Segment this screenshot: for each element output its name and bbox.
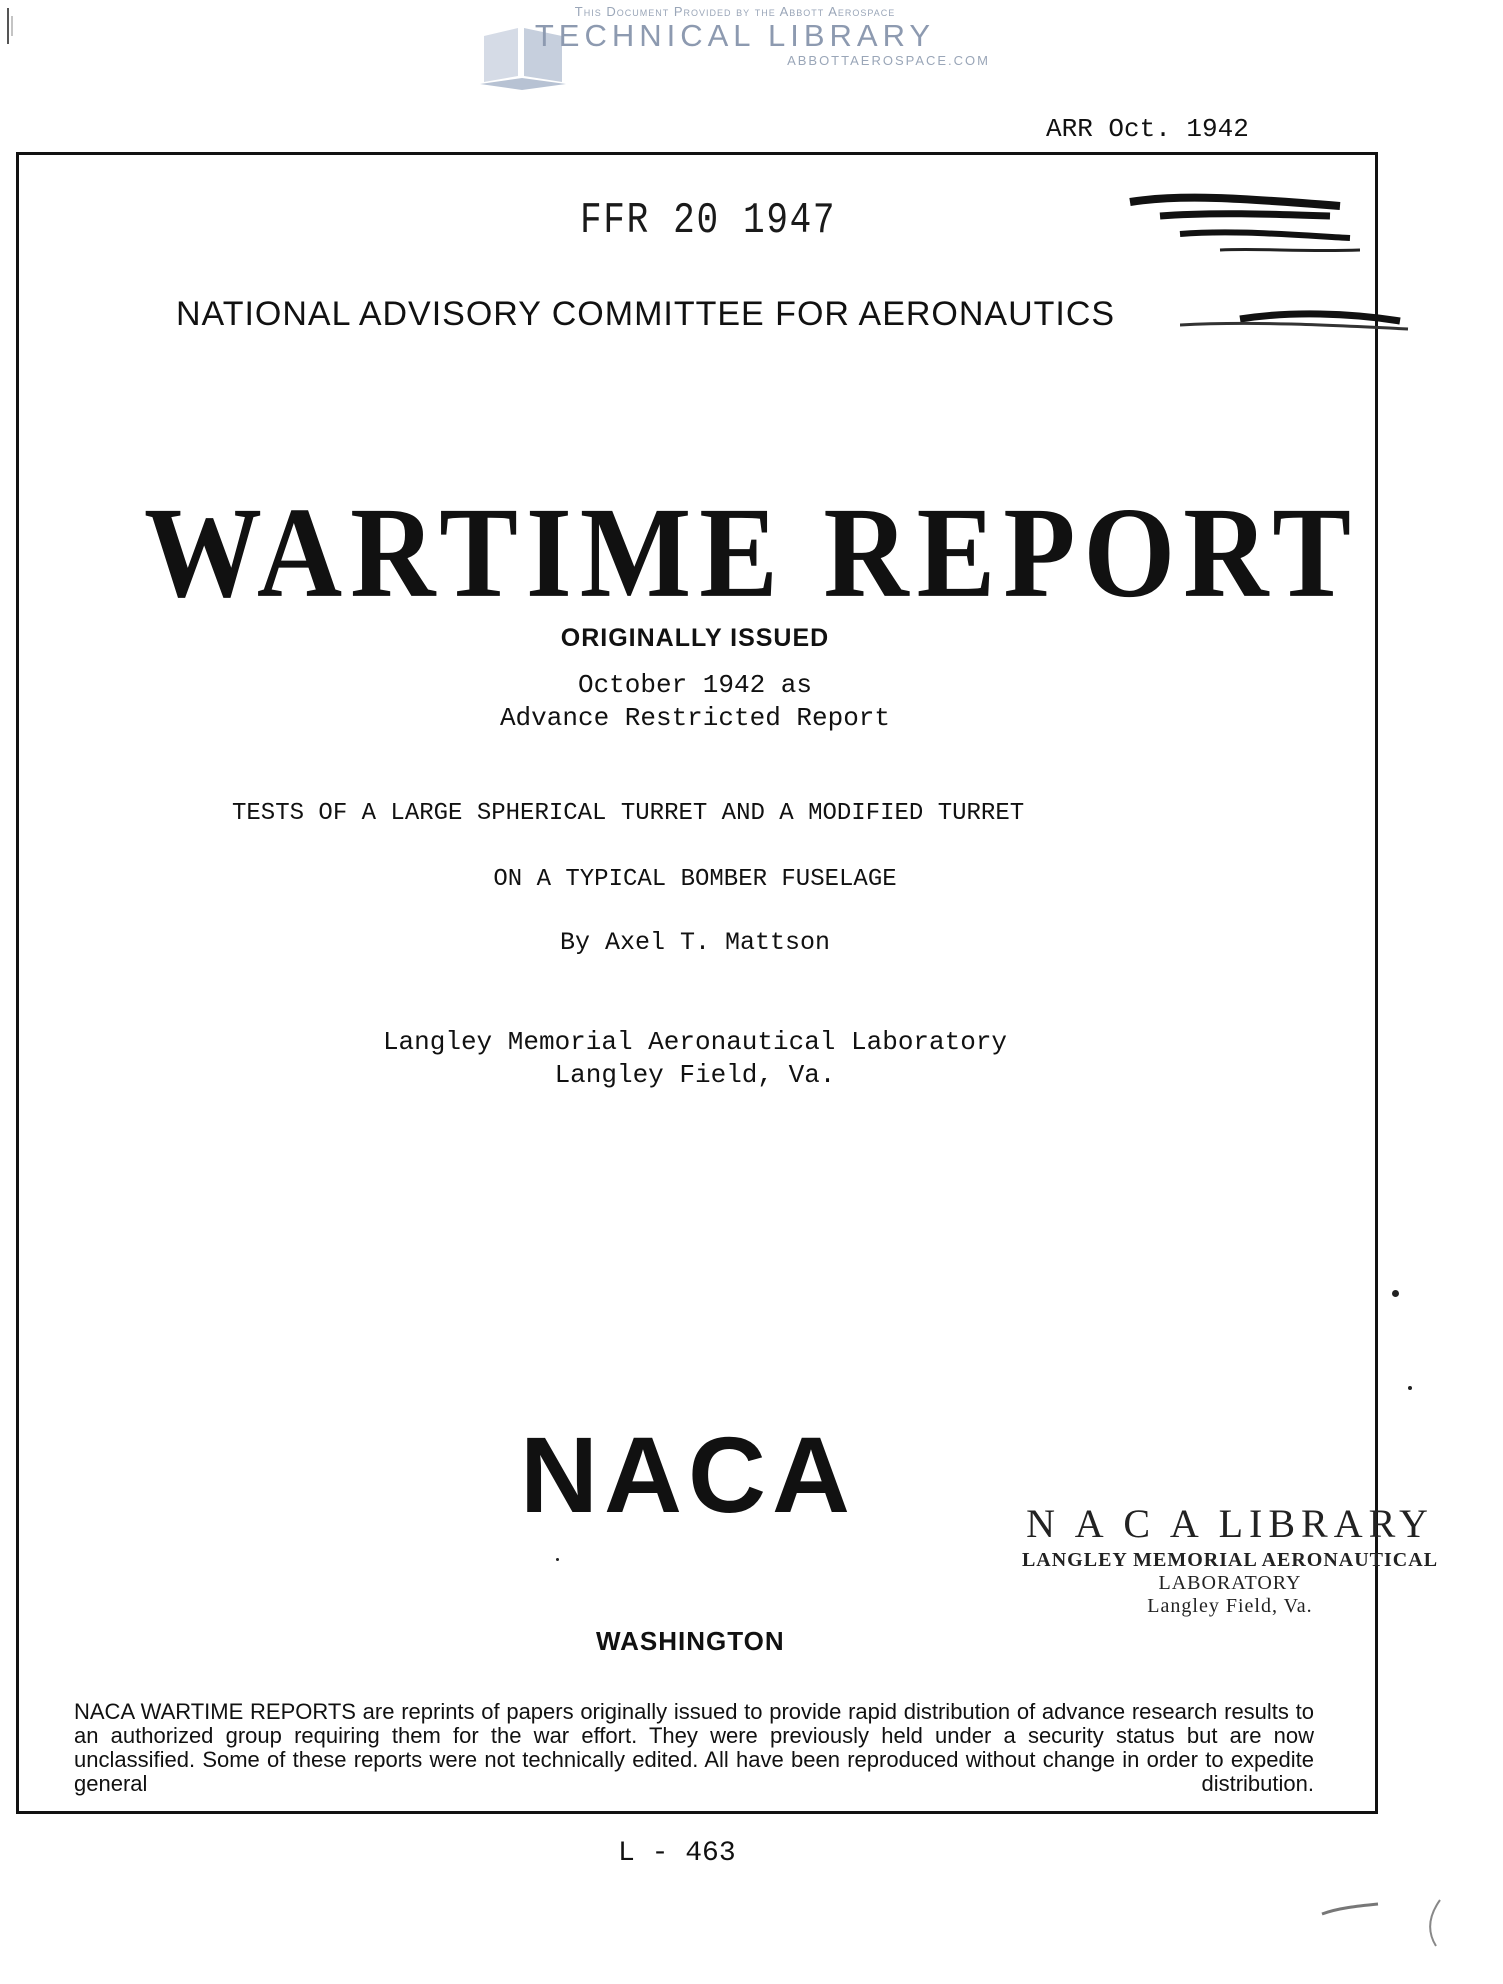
city-label: WASHINGTON (596, 1626, 785, 1656)
library-stamp-line-3: Langley Field, Va. (1147, 1595, 1313, 1617)
watermark-top-line: This Document Provided by the Abbott Aerospace (574, 4, 896, 19)
watermark-title: TECHNICAL LIBRARY (534, 18, 936, 53)
wartime-report-banner: WARTIME REPORT (144, 480, 1359, 625)
speck-mark (556, 1558, 559, 1561)
library-stamp-title: N A C A LIBRARY (1026, 1501, 1434, 1546)
report-number: L - 463 (618, 1838, 736, 1869)
originally-issued-label: ORIGINALLY ISSUED (560, 624, 830, 652)
watermark (470, 4, 1000, 68)
issue-type: Advance Restricted Report (499, 703, 891, 733)
watermark-url: ABBOTTAEROSPACE.COM (787, 53, 990, 68)
report-code: ARR Oct. 1942 (1046, 114, 1249, 144)
report-title-line-2: ON A TYPICAL BOMBER FUSELAGE (493, 866, 897, 893)
author: By Axel T. Mattson (559, 928, 831, 957)
corner-scribble-icon (1318, 1890, 1478, 1970)
edge-mark-icon (4, 6, 18, 46)
naca-logo: NACA (520, 1414, 856, 1535)
strike-scribble-icon (1180, 303, 1410, 343)
laboratory-location: Langley Field, Va. (554, 1060, 836, 1090)
redaction-scribble-icon (1120, 190, 1360, 270)
library-stamp-line-2: LABORATORY (1158, 1572, 1302, 1594)
issue-date: October 1942 as (577, 670, 813, 700)
report-title-line-1: TESTS OF A LARGE SPHERICAL TURRET AND A MODIFIED TURRET (232, 800, 1025, 827)
distribution-notice: NACA WARTIME REPORTS are reprints of papers originally issued to provide rapid distribution of advance research results to an authorized group requiring them for the war effort. They were previously held under a security status but are now unclassified. Some of these reports were not technically edited. All have been reproduced without change in order to expedite general distribution. (74, 1699, 1314, 1796)
library-stamp-line-1: LANGLEY MEMORIAL AERONAUTICAL (1021, 1549, 1439, 1571)
speck-mark (1408, 1386, 1412, 1390)
received-date-stamp: FFR 20 1947 (580, 196, 837, 246)
committee-heading: NATIONAL ADVISORY COMMITTEE FOR AERONAUTICS (176, 295, 1116, 333)
library-stamp (1010, 1500, 1450, 1618)
laboratory-name: Langley Memorial Aeronautical Laboratory (382, 1027, 1008, 1057)
speck-mark (1392, 1290, 1399, 1297)
